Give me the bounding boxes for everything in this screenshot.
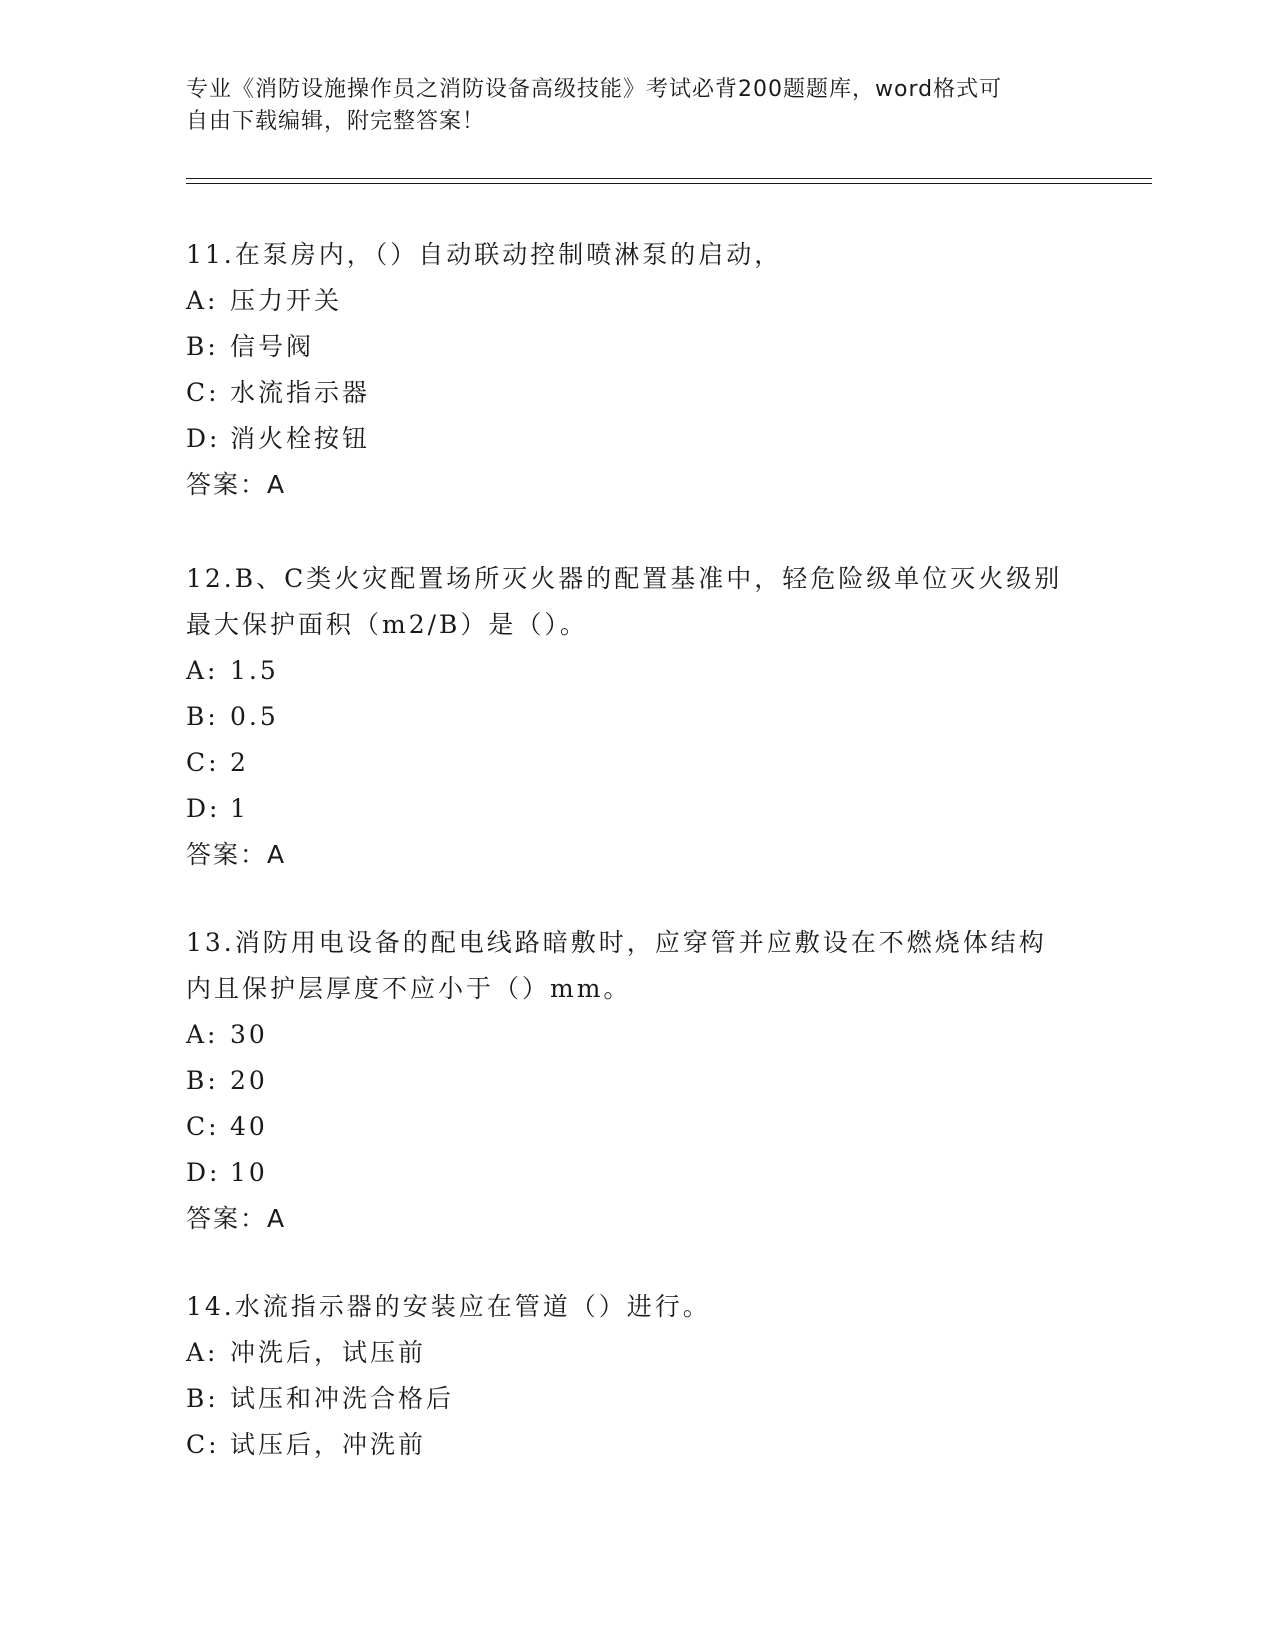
option-text: 消火栓按钮: [230, 424, 371, 453]
question-stem: 内且保护层厚度不应小于（）mm。: [186, 974, 632, 1003]
option-c: [186, 1104, 1086, 1150]
header-divider: [186, 183, 1152, 184]
option-text: 1.5: [230, 656, 279, 685]
option-a: [186, 278, 1086, 324]
option-text: 2: [230, 748, 249, 777]
question-block: [186, 1284, 1086, 1468]
option-c: [186, 740, 1086, 786]
question-stem: 最大保护面积（m2/B）是（）。: [186, 610, 588, 639]
option-text: 10: [230, 1158, 268, 1187]
option-letter: D:: [186, 424, 221, 453]
header-line: 专业《消防设施操作员之消防设备高级技能》考试必背200题题库，word格式可: [186, 77, 1003, 102]
option-text: 信号阀: [230, 332, 315, 361]
question-stem: 11.在泵房内，（）自动联动控制喷淋泵的启动，: [186, 240, 783, 269]
option-text: 试压后，冲洗前: [230, 1430, 427, 1459]
answer-line: 答案：A: [186, 840, 287, 869]
option-d: [186, 1150, 1086, 1196]
option-letter: A:: [186, 656, 219, 685]
option-letter: B:: [186, 1066, 219, 1095]
question-block: [186, 556, 1086, 878]
option-letter: A:: [186, 1338, 219, 1367]
option-text: 压力开关: [230, 286, 343, 315]
option-c: [186, 370, 1086, 416]
question-block: [186, 920, 1086, 1242]
option-letter: B:: [186, 1384, 219, 1413]
option-letter: B:: [186, 332, 219, 361]
option-text: 0.5: [230, 702, 279, 731]
option-letter: C:: [186, 1112, 220, 1141]
option-a: [186, 1012, 1086, 1058]
option-letter: C:: [186, 1430, 220, 1459]
option-letter: D:: [186, 794, 221, 823]
option-text: 试压和冲洗合格后: [230, 1384, 455, 1413]
option-text: 水流指示器: [230, 378, 371, 407]
option-d: [186, 416, 1086, 462]
option-a: [186, 1330, 1086, 1376]
option-text: 20: [230, 1066, 268, 1095]
question-stem: 13.消防用电设备的配电线路暗敷时，应穿管并应敷设在不燃烧体结构: [186, 928, 1047, 957]
option-letter: D:: [186, 1158, 221, 1187]
option-d: [186, 786, 1086, 832]
answer-line: 答案：A: [186, 470, 287, 499]
document-header: [186, 74, 1066, 138]
option-b: [186, 324, 1086, 370]
answer-line: 答案：A: [186, 1204, 287, 1233]
option-letter: C:: [186, 748, 220, 777]
header-line: 自由下载编辑，附完整答案！: [186, 109, 486, 134]
option-c: [186, 1422, 1086, 1468]
option-text: 40: [230, 1112, 268, 1141]
option-letter: A:: [186, 1020, 219, 1049]
question-stem: 12.B、C类火灾配置场所灭火器的配置基准中，轻危险级单位灭火级别: [186, 564, 1063, 593]
question-block: [186, 232, 1086, 508]
option-a: [186, 648, 1086, 694]
header-divider: [186, 178, 1152, 179]
option-letter: C:: [186, 378, 220, 407]
option-b: [186, 694, 1086, 740]
option-text: 冲洗后，试压前: [230, 1338, 427, 1367]
option-text: 1: [230, 794, 249, 823]
option-b: [186, 1058, 1086, 1104]
option-b: [186, 1376, 1086, 1422]
option-letter: A:: [186, 286, 219, 315]
option-text: 30: [230, 1020, 268, 1049]
option-letter: B:: [186, 702, 219, 731]
question-stem: 14.水流指示器的安装应在管道（）进行。: [186, 1292, 711, 1321]
